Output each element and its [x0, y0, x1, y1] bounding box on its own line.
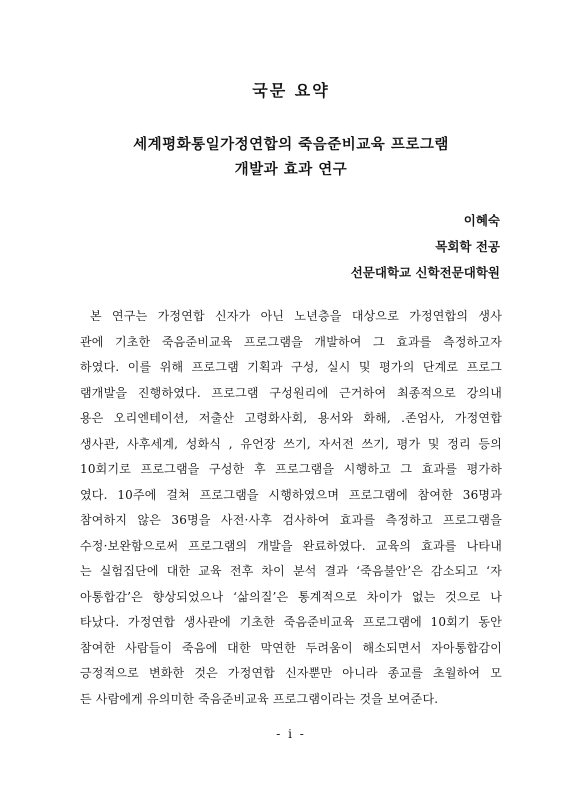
abstract-line: 참여하지 않은 36명을 사전·사후 검사하여 효과를 측정하고 프로그램을: [80, 513, 502, 527]
abstract-line: 생사관, 사후세계, 성화식 , 유언장 쓰기, 자서전 쓰기, 평가 및 정리 등의: [80, 436, 502, 451]
abstract-line: 아통합감’은 향상되었으나 ‘삶의질’은 통계적으로 차이가 없는 것으로 나: [80, 589, 502, 604]
abstract-line: 타났다. 가정연합 생사관에 기초한 죽음준비교육 프로그램에 10회기 동안: [80, 615, 502, 629]
abstract-heading: 국문 요약: [252, 81, 330, 100]
abstract-line: 든 사람에게 유의미한 죽음준비교육 프로그램이라는 것을 보여준다.: [80, 691, 439, 706]
author-block: [351, 208, 500, 286]
abstract-line: 10회기로 프로그램을 구성한 후 프로그램을 시행하고 그 효과를 평가하: [80, 462, 502, 476]
thesis-title-line-1: 세계평화통일가정연합의 죽음준비교육 프로그램: [133, 136, 449, 153]
abstract-line: 하였다. 이를 위해 프로그램 기획과 구성, 실시 및 평가의 단계로 프로그: [80, 360, 502, 374]
abstract-line: 용은 오리엔테이션, 저출산 고령화사회, 용서와 화해, .존엄사, 가정연합: [80, 411, 502, 425]
abstract-line: 참여한 사람들이 죽음에 대한 막연한 두려움이 해소되면서 자아통합감이: [80, 640, 502, 655]
abstract-body: [80, 304, 502, 712]
thesis-title-line-2: 개발과 효과 연구: [234, 161, 348, 178]
abstract-line: 관에 기초한 죽음준비교육 프로그램을 개발하여 그 효과를 측정하고자: [80, 334, 502, 349]
abstract-line: 본 연구는 가정연합 신자가 아닌 노년층을 대상으로 가정연합의 생사: [90, 309, 502, 323]
page-number: - i -: [276, 727, 306, 741]
author-name: 이혜숙: [463, 213, 500, 228]
abstract-line: 수정·보완함으로써 프로그램의 개발을 완료하였다. 교육의 효과를 나타내: [80, 538, 502, 553]
author-school: 선문대학교 신학전문대학원: [350, 265, 500, 280]
author-major: 목회학 전공: [435, 239, 500, 254]
abstract-line: 였다. 10주에 걸쳐 프로그램을 시행하였으며 프로그램에 참여한 36명과: [80, 487, 502, 502]
abstract-line: 램개발을 진행하였다. 프로그램 구성원리에 근거하여 최종적으로 강의내: [80, 385, 502, 400]
abstract-line: 긍정적으로 변화한 것은 가정연합 신자뿐만 아니라 종교를 초월하여 모: [80, 666, 502, 680]
abstract-line: 는 실험집단에 대한 교육 전후 차이 분석 결과 ‘죽음불안’은 감소되고 ‘자: [80, 564, 502, 578]
